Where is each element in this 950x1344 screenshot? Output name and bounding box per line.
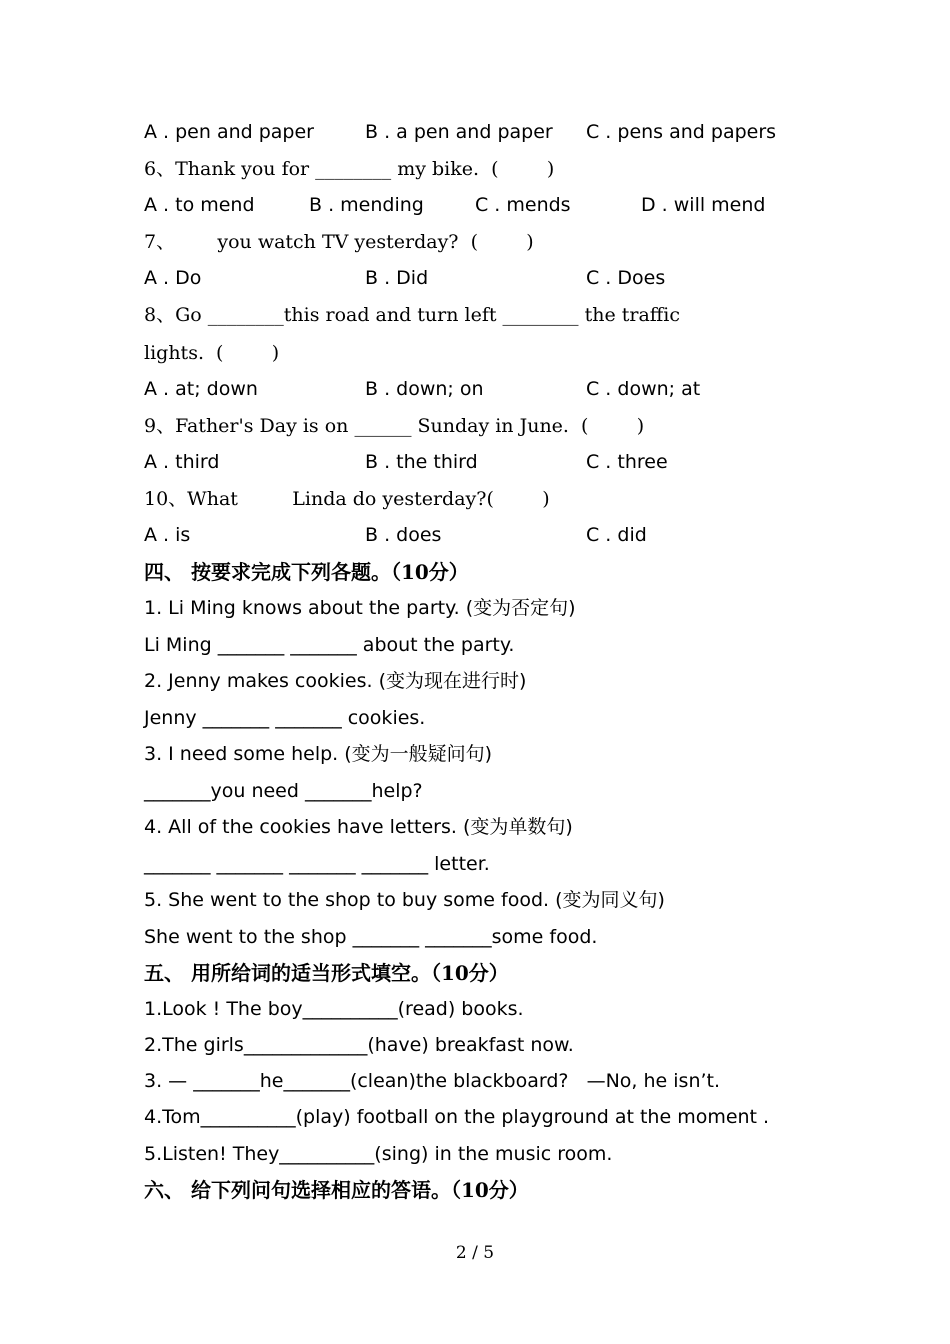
q6-option-a: A . to mend <box>144 194 255 216</box>
q7-option-c: C . Does <box>586 267 666 289</box>
q8-text-line1: 8、Go ________this road and turn left ________ the traffic <box>144 304 681 326</box>
q10-text: 10、What Linda do yesterday?( ) <box>144 488 550 510</box>
q7-text: 7、 you watch TV yesterday? ( ) <box>144 231 534 253</box>
q7-option-b: B . Did <box>365 267 429 289</box>
q9-option-b: B . the third <box>365 451 478 473</box>
q6-text: 6、Thank you for ________ my bike. ( ) <box>144 158 555 180</box>
q5-option-b: B . a pen and paper <box>365 121 553 143</box>
q8-option-b: B . down; on <box>365 378 484 400</box>
section4-line: She went to the shop _______ _______some food. <box>144 926 598 948</box>
q8-option-c: C . down; at <box>586 378 701 400</box>
section5-title: 五、 用所给词的适当形式填空。（10分） <box>144 961 509 985</box>
q6-option-c: C . mends <box>475 194 571 216</box>
section5-line: 4.Tom__________(play) football on the playground at the moment . <box>144 1106 770 1128</box>
section4-line: _______ _______ _______ _______ letter. <box>144 853 490 875</box>
section5-line: 2.The girls_____________(have) breakfast now. <box>144 1034 574 1056</box>
section4-line: Jenny _______ _______ cookies. <box>144 707 426 729</box>
section6-title: 六、 给下列问句选择相应的答语。（10分） <box>144 1178 529 1202</box>
q9-option-c: C . three <box>586 451 668 473</box>
section4-line: 1. Li Ming knows about the party. (变为否定句) <box>144 597 576 619</box>
q10-option-a: A . is <box>144 524 191 546</box>
section4-line: 4. All of the cookies have letters. (变为单数句) <box>144 816 573 838</box>
q8-text-line2: lights. ( ) <box>144 342 280 364</box>
section5-line: 1.Look ! The boy__________(read) books. <box>144 998 524 1020</box>
q8-option-a: A . at; down <box>144 378 258 400</box>
section5-line: 5.Listen! They__________(sing) in the music room. <box>144 1143 613 1165</box>
section4-line: 2. Jenny makes cookies. (变为现在进行时) <box>144 670 527 692</box>
q10-option-b: B . does <box>365 524 442 546</box>
q9-text: 9、Father's Day is on ______ Sunday in June. ( ) <box>144 415 645 437</box>
section4-title: 四、 按要求完成下列各题。（10分） <box>144 560 469 584</box>
q5-option-c: C . pens and papers <box>586 121 777 143</box>
section4-line: 5. She went to the shop to buy some food. (变为同义句) <box>144 889 665 911</box>
q5-option-a: A . pen and paper <box>144 121 314 143</box>
q6-option-b: B . mending <box>309 194 424 216</box>
q9-option-a: A . third <box>144 451 220 473</box>
q10-option-c: C . did <box>586 524 647 546</box>
section5-line: 3. — _______he_______(clean)the blackboard? —No, he isn’t. <box>144 1070 721 1092</box>
q6-option-d: D . will mend <box>641 194 766 216</box>
section4-line: Li Ming _______ _______ about the party. <box>144 634 515 656</box>
q7-option-a: A . Do <box>144 267 202 289</box>
page-number: 2 / 5 <box>455 1243 495 1263</box>
section4-line: 3. I need some help. (变为一般疑问句) <box>144 743 493 765</box>
section4-line: _______you need _______help? <box>144 780 423 802</box>
